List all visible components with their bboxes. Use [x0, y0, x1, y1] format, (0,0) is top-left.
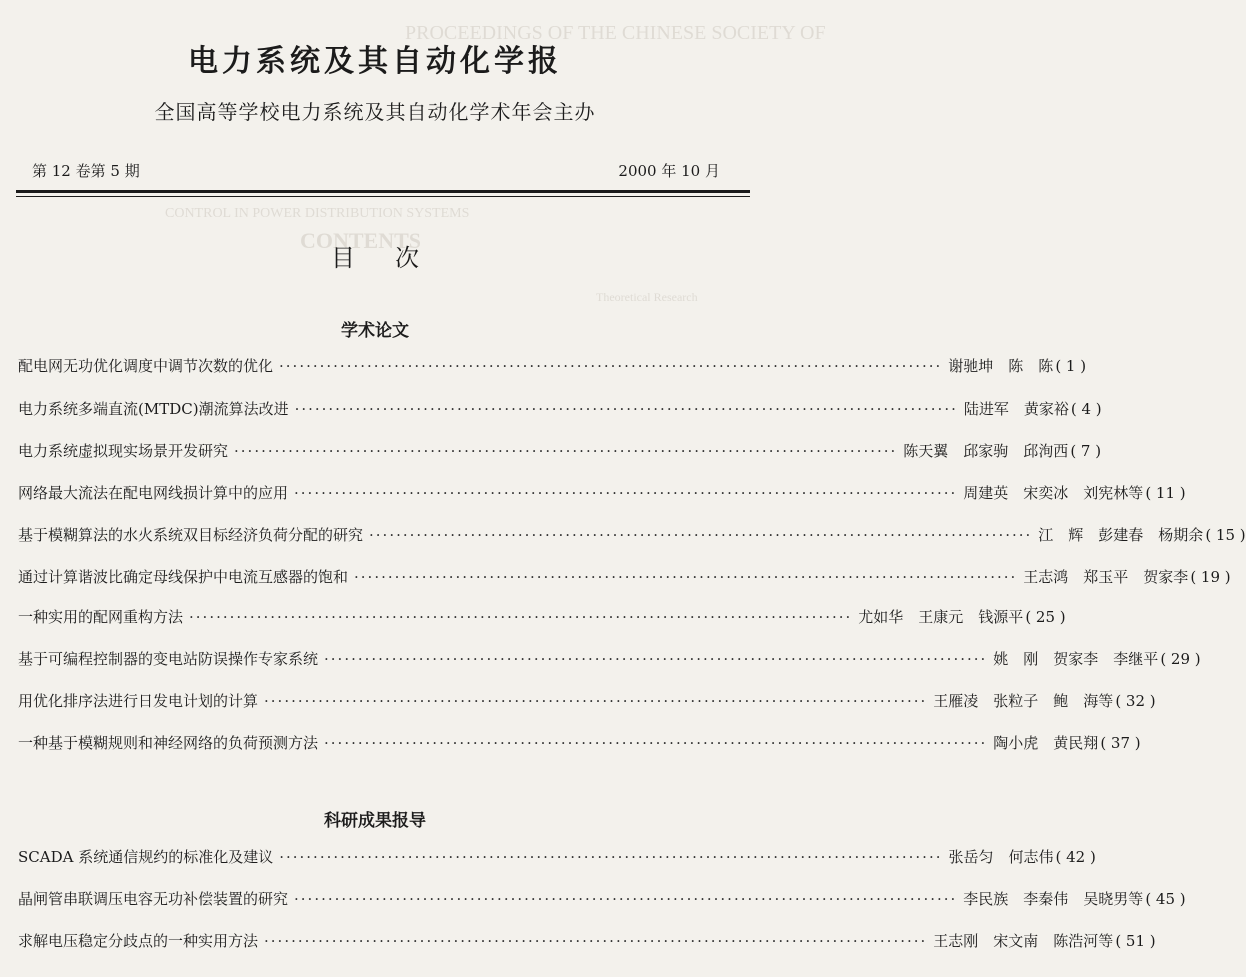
- toc-entry[interactable]: [18, 566, 1231, 590]
- entry-authors: 尤如华 王康元 钱源平: [858, 608, 1024, 626]
- leader-dots: ··································································································: [294, 890, 958, 908]
- volume-issue: 第 12 卷第 5 期: [32, 162, 140, 180]
- leader-dots: ··································································································: [264, 692, 928, 710]
- leader-dots: ··································································································: [369, 526, 1033, 544]
- entry-authors: 王志刚 宋文南 陈浩河等: [933, 932, 1114, 950]
- toc-entry[interactable]: [18, 846, 1096, 870]
- leader-dots: ··································································································: [234, 442, 898, 460]
- header-rule-thick: [16, 190, 750, 193]
- leader-dots: ··································································································: [324, 650, 988, 668]
- toc-entry[interactable]: [18, 355, 1087, 379]
- leader-dots: ··································································································: [189, 608, 853, 626]
- toc-entry[interactable]: [18, 606, 1066, 630]
- entry-authors: 姚 刚 贺家李 李继平: [993, 650, 1159, 668]
- toc-heading: 目次: [331, 244, 459, 272]
- entry-page: ( 11 ): [1145, 484, 1186, 502]
- toc-entry[interactable]: [18, 648, 1201, 672]
- entry-title: 求解电压稳定分歧点的一种实用方法: [18, 932, 259, 950]
- bleed-through-line-1: PROCEEDINGS OF THE CHINESE SOCIETY OF: [405, 22, 826, 44]
- toc-entry[interactable]: [18, 524, 1246, 548]
- toc-entry[interactable]: [18, 440, 1102, 464]
- leader-dots: ··································································································: [294, 484, 958, 502]
- entry-title: 基于可编程控制器的变电站防误操作专家系统: [18, 650, 319, 668]
- entry-authors: 陆进军 黄家裕: [963, 400, 1069, 418]
- entry-title: 通过计算谐波比确定母线保护中电流互感器的饱和: [18, 568, 349, 586]
- entry-page: ( 32 ): [1115, 692, 1156, 710]
- entry-page: ( 1 ): [1055, 357, 1087, 375]
- entry-authors: 周建英 宋奕冰 刘宪林等: [963, 484, 1144, 502]
- bleed-through-line-2: CONTENTS: [300, 228, 422, 253]
- bleed-through-line-3: Theoretical Research: [596, 290, 698, 304]
- toc-entry[interactable]: [18, 398, 1102, 422]
- entry-authors: 谢驰坤 陈 陈: [948, 357, 1054, 375]
- toc-entry[interactable]: [18, 930, 1156, 954]
- entry-page: ( 45 ): [1145, 890, 1186, 908]
- toc-entry[interactable]: [18, 690, 1156, 714]
- leader-dots: ··································································································: [264, 932, 928, 950]
- entry-authors: 陶小虎 黄民翔: [993, 734, 1099, 752]
- entry-page: ( 42 ): [1055, 848, 1096, 866]
- entry-title: 电力系统多端直流(MTDC)潮流算法改进: [18, 400, 289, 418]
- entry-page: ( 25 ): [1025, 608, 1066, 626]
- entry-page: ( 51 ): [1115, 932, 1156, 950]
- entry-page: ( 29 ): [1160, 650, 1201, 668]
- entry-authors: 王雁凌 张粒子 鲍 海等: [933, 692, 1114, 710]
- header-rule-thin: [16, 196, 750, 197]
- journal-title: 电力系统及其自动化学报: [188, 44, 562, 79]
- toc-entry[interactable]: [18, 732, 1141, 756]
- entry-title: 基于模糊算法的水火系统双目标经济负荷分配的研究: [18, 526, 364, 544]
- entry-title: 网络最大流法在配电网线损计算中的应用: [18, 484, 289, 502]
- entry-title: 一种实用的配网重构方法: [18, 608, 184, 626]
- leader-dots: ··································································································: [354, 568, 1018, 586]
- journal-sponsor: 全国高等学校电力系统及其自动化学术年会主办: [154, 100, 596, 124]
- entry-page: ( 19 ): [1190, 568, 1231, 586]
- entry-authors: 王志鸿 郑玉平 贺家李: [1023, 568, 1189, 586]
- entry-title: 电力系统虚拟现实场景开发研究: [18, 442, 229, 460]
- entry-title: 用优化排序法进行日发电计划的计算: [18, 692, 259, 710]
- entry-authors: 李民族 李秦伟 吴晓男等: [963, 890, 1144, 908]
- entry-page: ( 4 ): [1070, 400, 1102, 418]
- entry-title: 一种基于模糊规则和神经网络的负荷预测方法: [18, 734, 319, 752]
- entry-authors: 张岳匀 何志伟: [948, 848, 1054, 866]
- entry-title: 晶闸管串联调压电容无功补偿装置的研究: [18, 890, 289, 908]
- bleed-through-line-4: CONTROL IN POWER DISTRIBUTION SYSTEMS: [165, 206, 470, 221]
- leader-dots: ··································································································: [324, 734, 988, 752]
- leader-dots: ··································································································: [294, 400, 958, 418]
- entry-authors: 江 辉 彭建春 杨期余: [1038, 526, 1204, 544]
- entry-authors: 陈天翼 邱家驹 邱洵西: [903, 442, 1069, 460]
- section-title-academic-papers: 学术论文: [341, 321, 409, 341]
- leader-dots: ··································································································: [279, 848, 943, 866]
- entry-page: ( 7 ): [1070, 442, 1102, 460]
- publication-date: 2000 年 10 月: [618, 162, 720, 180]
- toc-entry[interactable]: [18, 888, 1186, 912]
- entry-page: ( 15 ): [1205, 526, 1246, 544]
- entry-page: ( 37 ): [1100, 734, 1141, 752]
- section-title-research-reports: 科研成果报导: [324, 811, 426, 831]
- entry-title: SCADA 系统通信规约的标准化及建议: [18, 848, 274, 866]
- entry-title: 配电网无功优化调度中调节次数的优化: [18, 357, 274, 375]
- leader-dots: ··································································································: [279, 357, 943, 375]
- toc-entry[interactable]: [18, 482, 1186, 506]
